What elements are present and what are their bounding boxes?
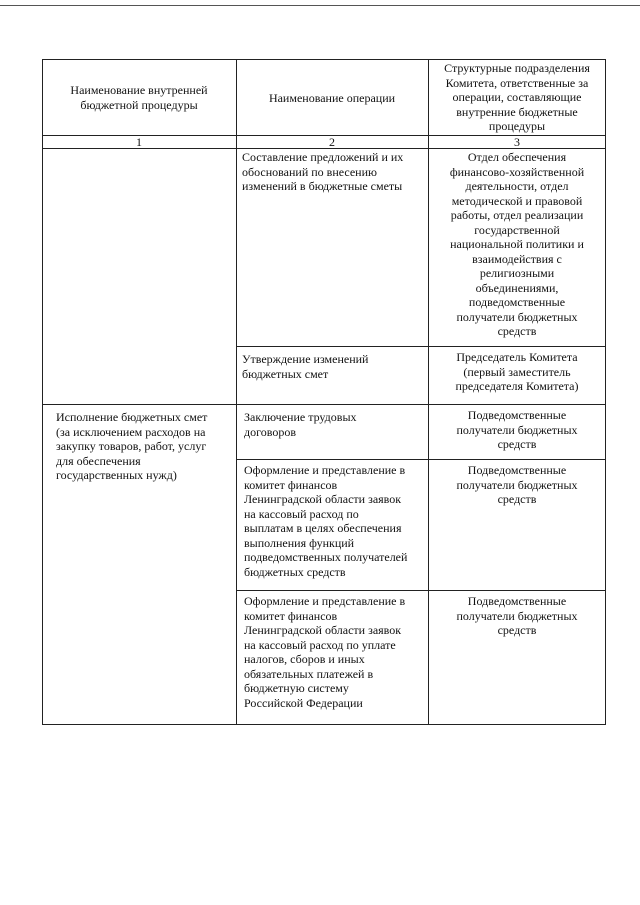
- table-border-bottom: [42, 724, 606, 725]
- header-procedure: Наименование внутренней бюджетной процедуры: [70, 83, 208, 112]
- row-1-operation: Составление предложений и их обоснований по внесению изменений в бюджетные сметы: [242, 150, 404, 193]
- row-1-responsible: Отдел обеспечения финансово-хозяйственной деятельности, отдел методической и правовой работы, отдел реализации государственной национальной политики и взаимодействия с религиозными объединениями, подведомственные получатели бюджетных средств: [449, 150, 585, 338]
- table-border-right: [605, 59, 606, 725]
- column-number-3: 3: [514, 135, 520, 149]
- row-2-operation: Утверждение изменений бюджетных смет: [242, 352, 369, 381]
- table-border-left: [42, 59, 43, 725]
- row-3-procedure: Исполнение бюджетных смет (за исключением расходов на закупку товаров, работ, услуг для обеспечения государственных нужд): [56, 410, 208, 482]
- row-3-divider: [236, 459, 606, 460]
- row-4-divider: [236, 590, 606, 591]
- column-number-1: 1: [136, 135, 142, 149]
- row-4-responsible: Подведомственные получатели бюджетных средств: [456, 463, 578, 506]
- row-3-responsible: Подведомственные получатели бюджетных средств: [456, 408, 578, 451]
- row-4-operation: Оформление и представление в комитет финансов Ленинградской области заявок на кассовый расход по выплатам в целях обеспечения выполнения функций подведомственных получателей бюджетных средств: [244, 463, 408, 579]
- table-border-top: [42, 59, 606, 60]
- header-responsible: Структурные подразделения Комитета, ответственные за операции, составляющие внутренние бюджетные процедуры: [444, 61, 590, 133]
- column-divider-1: [236, 59, 237, 725]
- column-number-2: 2: [329, 135, 335, 149]
- row-5-operation: Оформление и представление в комитет финансов Ленинградской области заявок на кассовый расход по уплате налогов, сборов и иных обязательных платежей в бюджетную систему Российской Федерации: [244, 594, 406, 710]
- row-5-responsible: Подведомственные получатели бюджетных средств: [456, 594, 578, 637]
- row-2-responsible: Председатель Комитета (первый заместитель председателя Комитета): [455, 350, 579, 393]
- header-operation: Наименование операции: [268, 91, 396, 105]
- column-divider-2: [428, 59, 429, 725]
- row-1-divider: [236, 346, 606, 347]
- row-3-operation: Заключение трудовых договоров: [244, 410, 357, 439]
- row-2-divider: [42, 404, 606, 405]
